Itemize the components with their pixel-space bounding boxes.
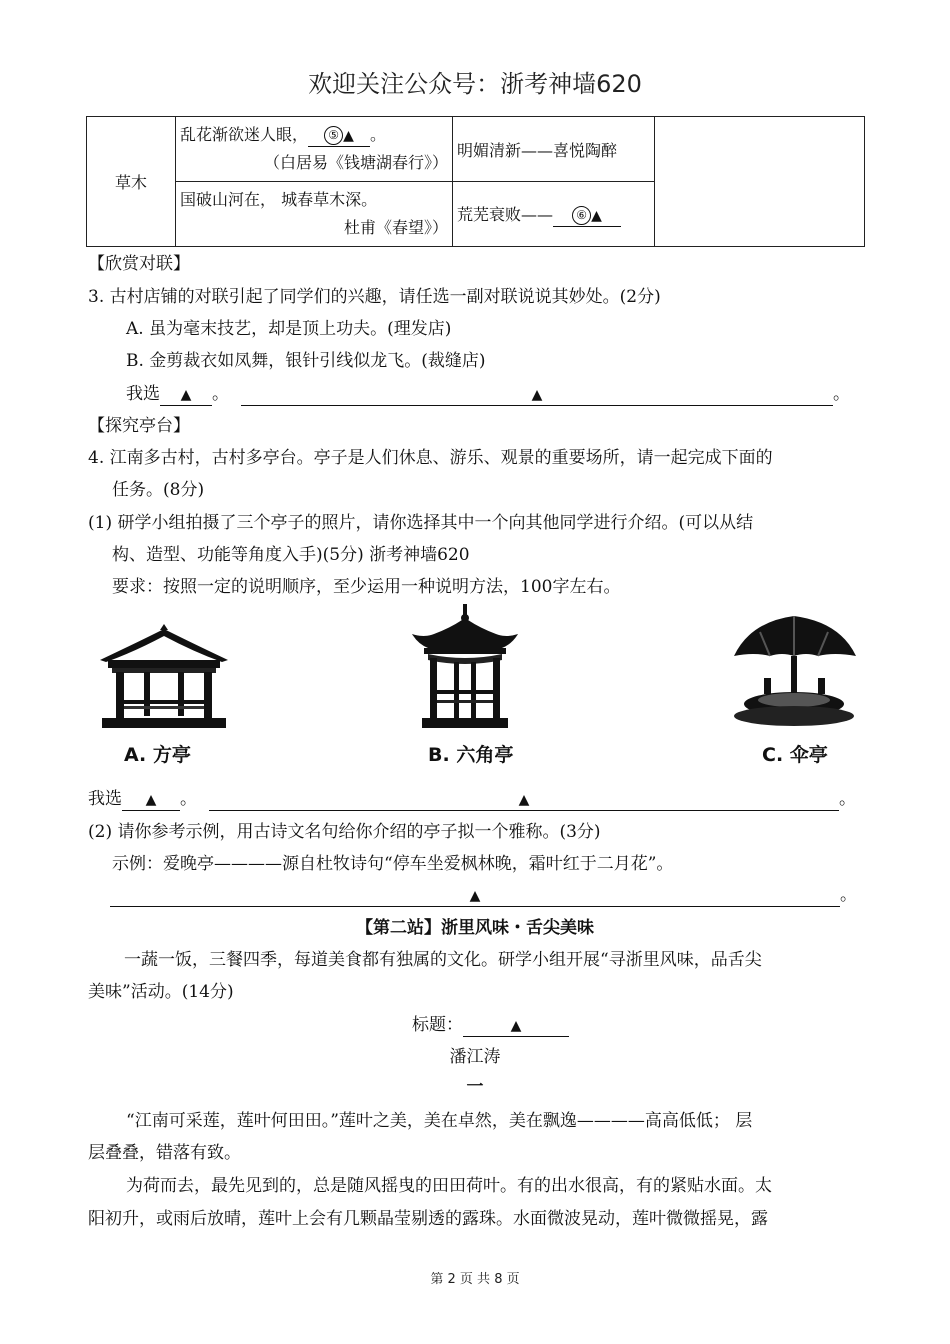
table-category: 草木: [87, 117, 176, 247]
page-footer: 第 2 页 共 8 页: [430, 1272, 520, 1287]
caption-b: B. 六角亭: [428, 744, 514, 766]
station2-intro-line1: 一蔬一饭，三餐四季，每道美食都有独属的文化。研学小组开展“寻浙里风味，品舌尖: [124, 950, 762, 970]
table-row1-poem: 乱花渐欲迷人眼， ⑤ ▲ 。 （白居易《钱塘湖春行》）: [176, 117, 453, 182]
table-row1-mood: 明媚清新——喜悦陶醉: [453, 117, 655, 182]
q3-stem: 3. 古村店铺的对联引起了同学们的兴趣，请任选一副对联说说其妙处。(2分): [88, 287, 661, 307]
q3-answer-blank[interactable]: ▲: [241, 384, 833, 406]
q4-part1-line1: (1) 研学小组拍摄了三个亭子的照片，请你选择其中一个向其他同学进行介绍。(可以从结: [88, 513, 754, 533]
article-para2-line1: 为荷而去，最先见到的，总是随风摇曳的田田荷叶。有的出水很高，有的紧贴水面。太: [126, 1176, 772, 1196]
q4-answer-blank[interactable]: ▲: [209, 789, 839, 811]
station2-title: 【第二站】浙里风味・舌尖美味: [356, 918, 594, 938]
table-row2-poem: 国破山河在， 城春草木深。 杜甫《春望》）: [176, 182, 453, 247]
section-pavilion: 【探究亭台】: [88, 416, 190, 436]
q4-answer-line: 我选 ▲ 。 ▲ 。: [88, 789, 856, 809]
article-author: 潘江涛: [449, 1047, 501, 1067]
table-row2-mood: 荒芜衰败—— ⑥ ▲: [453, 182, 655, 247]
square-pavilion-image: [94, 622, 234, 732]
q4-part2-answer-line: ▲ 。: [110, 880, 857, 907]
q4-part1-line2: 构、造型、功能等角度入手)(5分) 浙考神墙620: [112, 545, 470, 565]
q4-stem-line1: 4. 江南多古村，古村多亭台。亭子是人们休息、游乐、观景的重要场所，请一起完成下面的: [88, 448, 773, 468]
q3-option-a: A. 虽为毫末技艺，却是顶上功夫。(理发店): [126, 319, 452, 339]
article-para1-line2: 层叠叠，错落有致。: [88, 1143, 241, 1163]
blank-6[interactable]: ⑥ ▲: [553, 205, 621, 227]
article-part-number: 一: [466, 1077, 484, 1097]
q4-part1-requirement: 要求：按照一定的说明顺序，至少运用一种说明方法，100字左右。: [112, 577, 621, 597]
blank-5[interactable]: ⑤ ▲: [308, 125, 370, 147]
station2-intro-line2: 美味”活动。(14分): [88, 982, 234, 1002]
q4-part2-answer-blank[interactable]: ▲: [110, 885, 840, 907]
q4-stem-line2: 任务。(8分): [112, 480, 205, 500]
table-empty-cell: [655, 117, 865, 247]
article-para1-line1: “江南可采莲，莲叶何田田。”莲叶之美，美在卓然，美在飘逸————高高低低； 层: [126, 1111, 753, 1131]
article-title-line: 标题： ▲: [412, 1010, 569, 1037]
poem-table: [86, 116, 865, 247]
q3-choice-blank[interactable]: ▲: [160, 384, 212, 406]
q3-option-b: B. 金剪裁衣如凤舞，银针引线似龙飞。(裁缝店): [126, 351, 486, 371]
umbrella-pavilion-image: [730, 612, 860, 730]
caption-c: C. 伞亭: [762, 744, 828, 766]
caption-a: A. 方亭: [124, 744, 191, 766]
section-couplet: 【欣赏对联】: [88, 254, 190, 274]
article-para2-line2: 阳初升，或雨后放晴，莲叶上会有几颗晶莹剔透的露珠。水面微波晃动，莲叶微微摇晃，露: [88, 1209, 768, 1229]
page-header: 欢迎关注公众号：浙考神墙620: [308, 70, 642, 98]
hexagonal-pavilion-image: [410, 604, 520, 732]
q4-example: 示例：爱晚亭————源自杜牧诗句“停车坐爱枫林晚，霜叶红于二月花”。: [112, 854, 674, 874]
q3-answer-line: 我选 ▲ 。 ▲ 。: [126, 384, 850, 404]
q4-part2: (2) 请你参考示例，用古诗文名句给你介绍的亭子拟一个雅称。(3分): [88, 822, 601, 842]
q4-choice-blank[interactable]: ▲: [122, 789, 180, 811]
article-title-blank[interactable]: ▲: [463, 1015, 569, 1037]
